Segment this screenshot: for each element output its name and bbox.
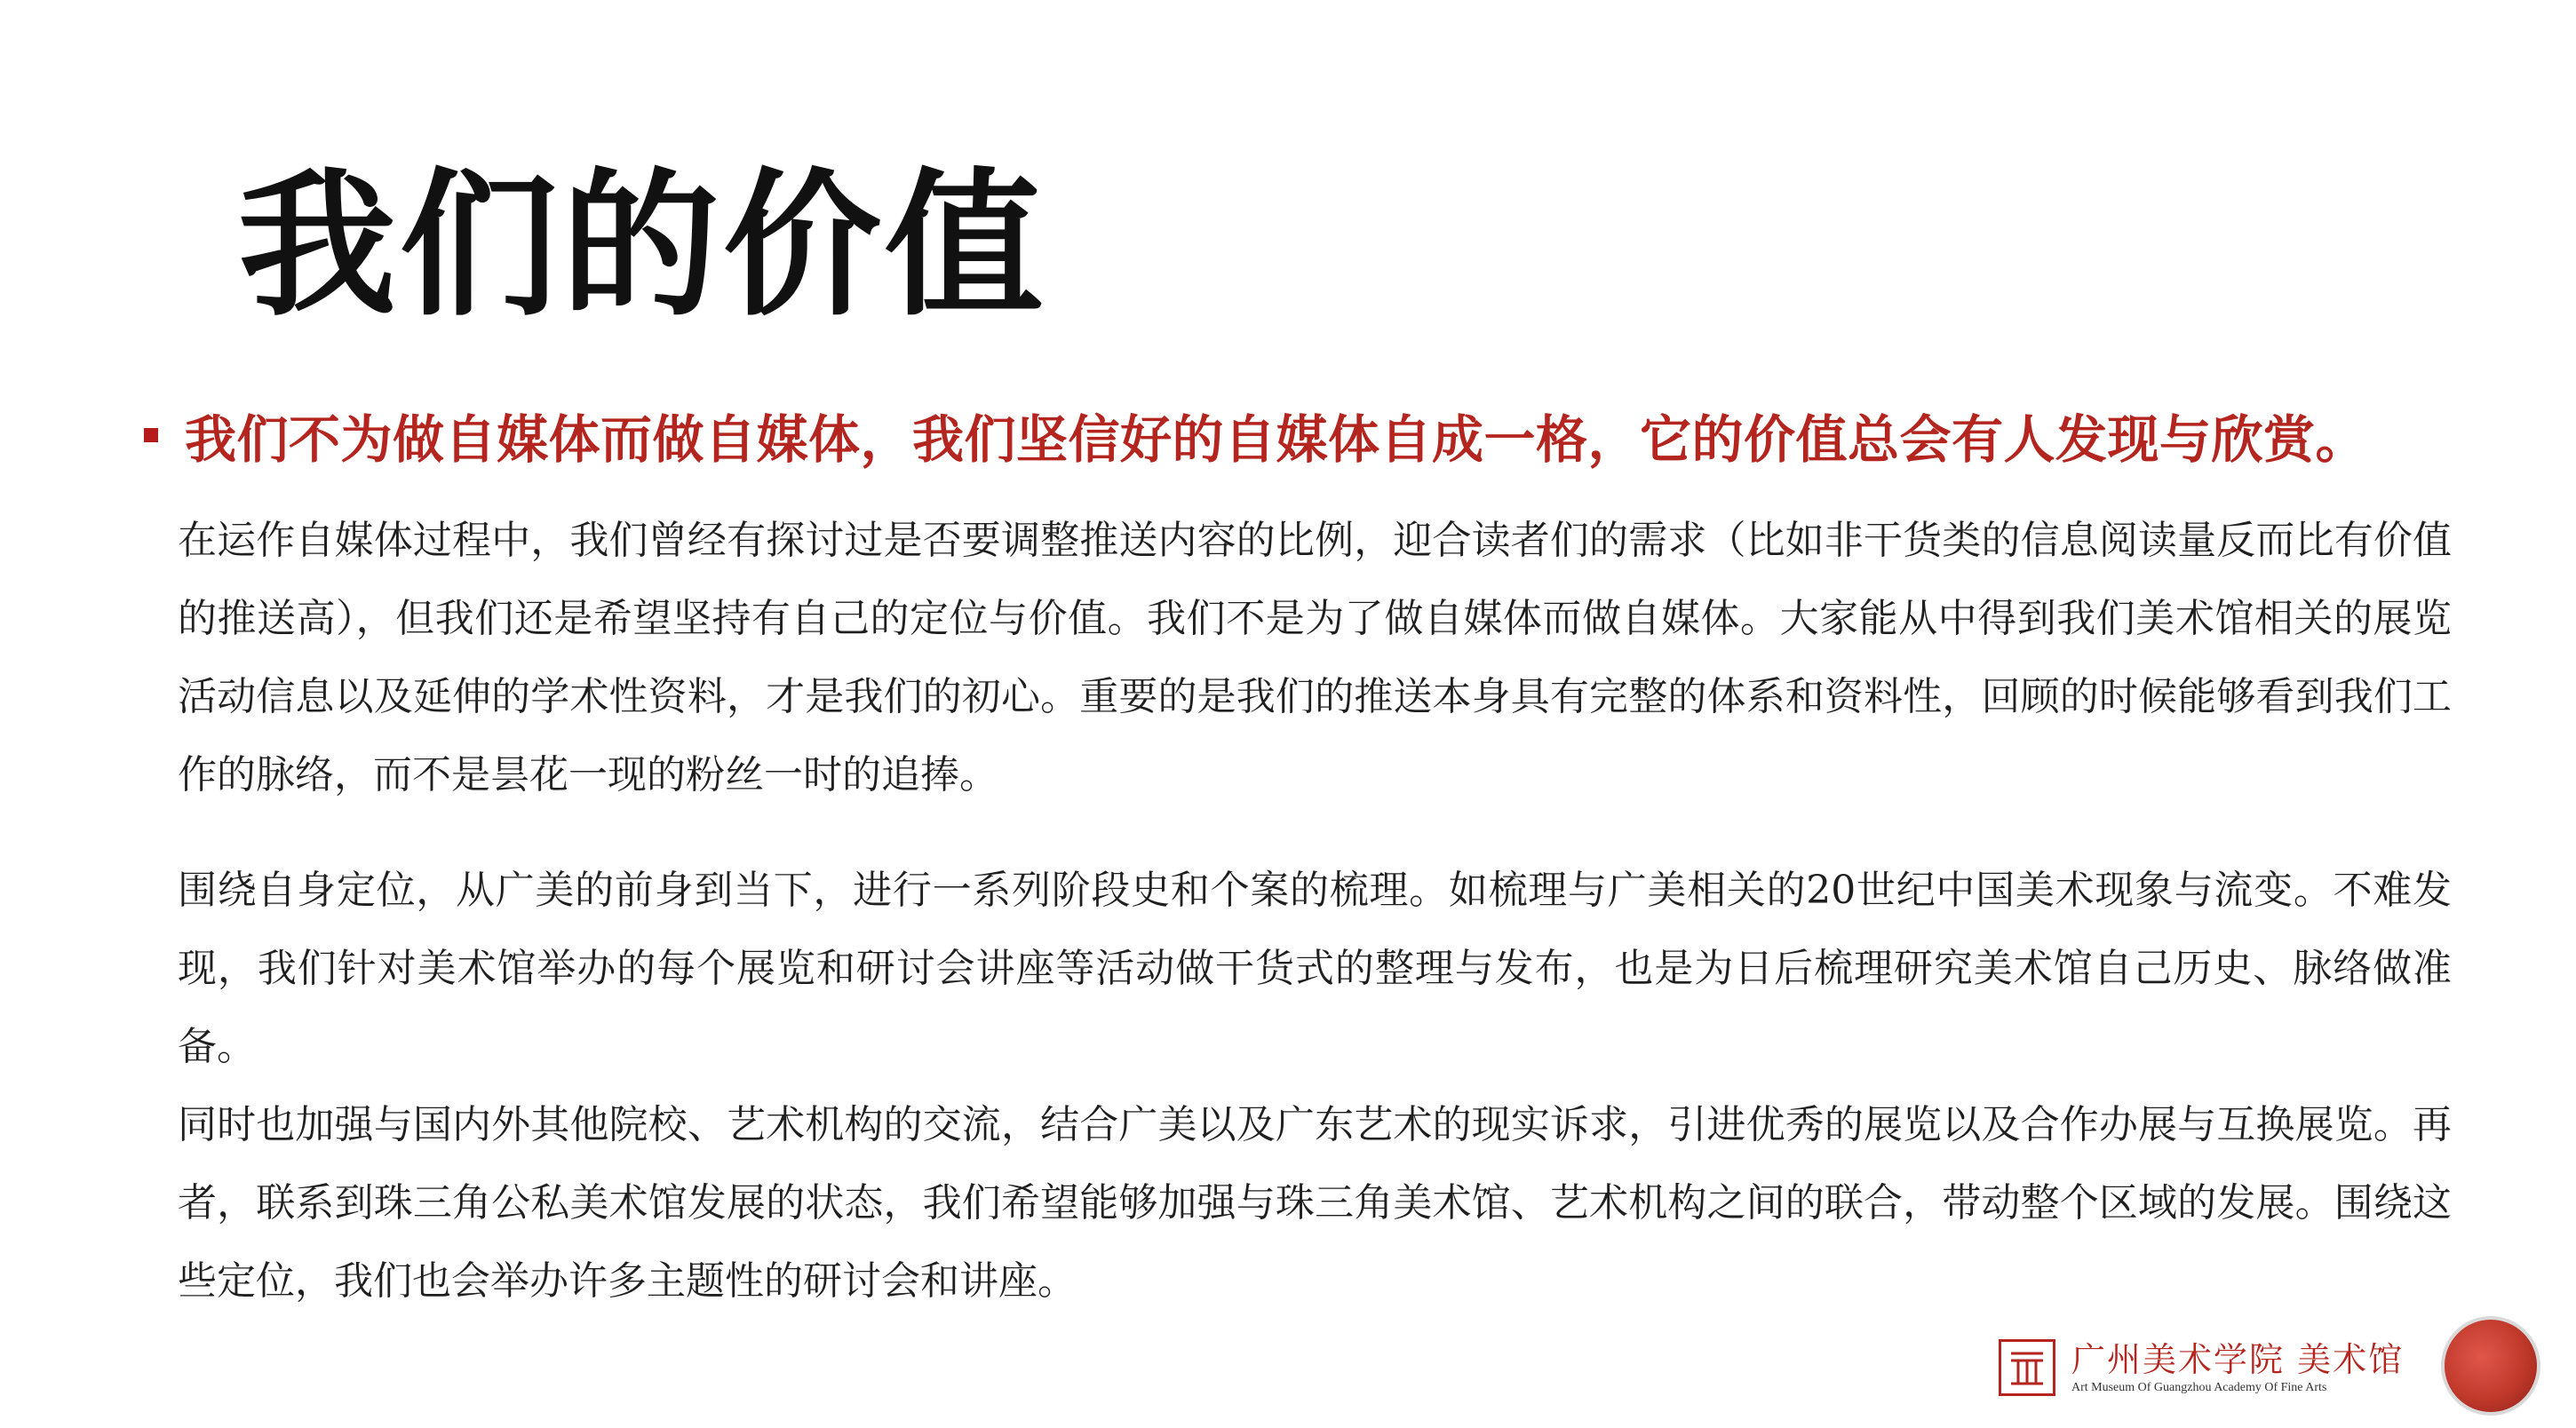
paragraph-2: 围绕自身定位，从广美的前身到当下，进行一系列阶段史和个案的梳理。如梳理与广美相关的20世纪中国美术现象与流变。不难发现，我们针对美术馆举办的每个展览和研讨会讲座等活动做干货式的整理与发布，也是为日后梳理研究美术馆自己历史、脉络做准备。 [178,868,2452,1069]
body-text [178,502,2452,1321]
museum-logo [1999,1332,2404,1403]
logo-english-name: Art Museum Of Guangzhou Academy Of Fine Arts [2071,1381,2327,1394]
slide-title: 我们的价值 [238,152,1046,337]
paragraph-3: 同时也加强与国内外其他院校、艺术机构的交流，结合广美以及广东艺术的现实诉求，引进优秀的展览以及合作办展与互换展览。再者，联系到珠三角公私美术馆发展的状态，我们希望能够加强与珠三角美术馆、艺术机构之间的联合，带动整个区域的发展。围绕这些定位，我们也会举办许多主题性的研讨会和讲座。 [178,1102,2452,1304]
paragraph-1: 在运作自媒体过程中，我们曾经有探讨过是否要调整推送内容的比例，迎合读者们的需求（比如非干货类的信息阅读量反而比有价值的推送高），但我们还是希望坚持有自己的定位与价值。我们不是为了做自媒体而做自媒体。大家能从中得到我们美术馆相关的展览活动信息以及延伸的学术性资料，才是我们的初心。重要的是我们的推送本身具有完整的体系和资料性，回顾的时候能够看到我们工作的脉络，而不是昙花一现的粉丝一时的追捧。 [178,518,2452,797]
logo-chinese-name: 广州美术学院 美术馆 [2071,1340,2405,1379]
highlight-text: 我们不为做自媒体而做自媒体，我们坚信好的自媒体自成一格，它的价值总会有人发现与欣赏。 [185,409,2368,470]
square-bullet-icon [144,428,158,442]
highlight-bullet [144,398,2471,472]
red-circle-emblem-icon [2441,1316,2540,1416]
seal-icon [1999,1339,2055,1396]
